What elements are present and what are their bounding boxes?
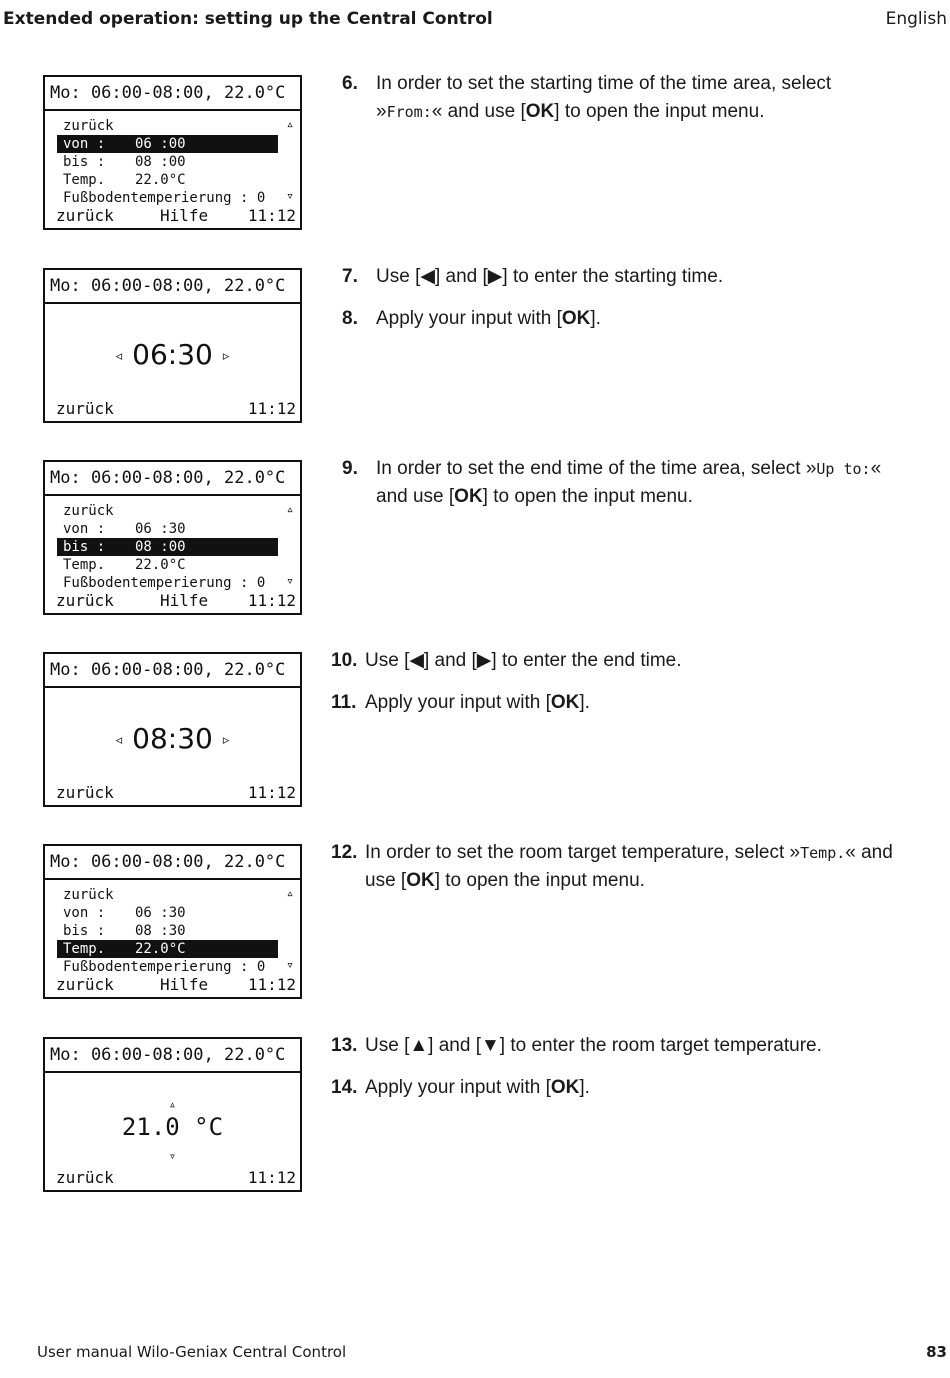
ok-key: OK: [561, 308, 591, 329]
right-triangle-icon: ▹: [222, 732, 230, 748]
step-text: Use [◀] and [▶] to enter the starting time.: [376, 266, 724, 287]
softkey-help: Hilfe: [160, 975, 209, 994]
menu-label: von :: [63, 521, 106, 537]
lcd-menu: [57, 886, 278, 976]
lcd-menu: [57, 502, 278, 592]
lcd-value: [45, 722, 300, 755]
menu-value: 08 :00: [135, 154, 186, 170]
menu-item-back: zurück: [63, 118, 114, 134]
lcd-value: [45, 338, 300, 371]
lcd-title: Mo: 06:00-08:00, 22.0°C: [45, 846, 300, 880]
step-text: In order to set the room target temperature, select »Temp.« and use [OK] to open the input menu.: [365, 842, 893, 891]
step-number: 8.: [342, 308, 358, 329]
menu-label: Temp.: [63, 557, 106, 573]
softkey-help: Hilfe: [160, 206, 209, 225]
lcd-title: Mo: 06:00-08:00, 22.0°C: [45, 1039, 300, 1073]
lcd-title: Mo: 06:00-08:00, 22.0°C: [45, 654, 300, 688]
menu-item-floor: Fußbodentemperierung : 0: [63, 575, 266, 591]
ok-key: OK: [454, 486, 483, 507]
scroll-down-icon: ▿: [286, 958, 294, 973]
left-triangle-icon: ◃: [115, 348, 123, 364]
menu-value: 22.0°C: [135, 172, 186, 188]
lcd-input-start-time: [43, 268, 302, 423]
step-14: [331, 1074, 901, 1102]
step-text: Use [◀] and [▶] to enter the end time.: [365, 650, 682, 671]
lcd-title: Mo: 06:00-08:00, 22.0°C: [45, 77, 300, 111]
temp-value-row: [45, 1113, 300, 1141]
step-10: [331, 647, 901, 675]
scroll-up-icon: ▵: [286, 117, 294, 132]
menu-value: 06 :30: [135, 521, 186, 537]
ok-key: OK: [406, 870, 435, 891]
step-text: In order to set the end time of the time area, select »Up to:« and use [OK] to open the input menu.: [376, 458, 882, 507]
step-7: [342, 263, 902, 291]
header-title: Extended operation: setting up the Central Control: [3, 9, 493, 29]
softkey-help: Hilfe: [160, 591, 209, 610]
menu-item-bis: [57, 153, 278, 171]
lcd-menu: [57, 117, 278, 207]
step-8: [342, 305, 902, 333]
menu-item-temp: [57, 171, 278, 189]
page-number: 83: [926, 1343, 947, 1361]
menu-item-bis: [57, 922, 278, 940]
softkey-back: zurück: [56, 1168, 114, 1187]
lcd-clock: 11:12: [247, 783, 296, 802]
down-triangle-icon: ▿: [168, 1149, 177, 1163]
step-9: [342, 455, 902, 511]
step-number: 9.: [342, 458, 358, 479]
time-value: 06:30: [132, 338, 213, 371]
temp-down-arrow: [45, 1145, 300, 1164]
lcd-softkeys: [56, 975, 296, 995]
temperature-value: 21.0 °C: [121, 1113, 224, 1141]
menu-label: von :: [63, 136, 106, 152]
up-triangle-icon: ▵: [168, 1097, 177, 1111]
softkey-back: zurück: [56, 399, 114, 418]
softkey-back: zurück: [56, 591, 114, 610]
ok-key: OK: [550, 692, 580, 713]
ok-key: OK: [525, 101, 555, 122]
softkey-back: zurück: [56, 783, 114, 802]
step-12: [331, 839, 901, 895]
softkey-back: zurück: [56, 206, 114, 225]
step-text: Apply your input with [OK].: [376, 308, 601, 329]
ok-key: OK: [550, 1077, 580, 1098]
menu-label: Temp.: [63, 172, 106, 188]
softkey-back: zurück: [56, 975, 114, 994]
menu-label: bis :: [63, 154, 106, 170]
footer-manual-title: User manual Wilo-Geniax Central Control: [37, 1343, 347, 1361]
lcd-input-end-time: [43, 652, 302, 807]
menu-item-bis: [57, 538, 278, 556]
menu-label: von :: [63, 905, 106, 921]
menu-item-temp: [57, 940, 278, 958]
scroll-down-icon: ▿: [286, 574, 294, 589]
step-number: 10.: [331, 650, 358, 671]
menu-value: 22.0°C: [135, 557, 186, 573]
lcd-softkeys: [56, 1168, 296, 1188]
menu-item-floor: Fußbodentemperierung : 0: [63, 959, 266, 975]
step-text: Apply your input with [OK].: [365, 1077, 590, 1098]
menu-item-von: [57, 520, 278, 538]
lcd-title: Mo: 06:00-08:00, 22.0°C: [45, 462, 300, 496]
menu-item-floor: Fußbodentemperierung : 0: [63, 190, 266, 206]
temp-up-arrow: [45, 1093, 300, 1112]
menu-value: 08 :30: [135, 923, 186, 939]
lcd-softkeys: [56, 591, 296, 611]
menu-label: Temp.: [63, 941, 106, 957]
menu-value: 06 :00: [135, 136, 186, 152]
lcd-softkeys: [56, 206, 296, 226]
left-triangle-icon: ◃: [115, 732, 123, 748]
step-number: 14.: [331, 1077, 358, 1098]
lcd-clock: 11:12: [247, 975, 296, 994]
step-text: Apply your input with [OK].: [365, 692, 590, 713]
code-text: Temp.: [800, 844, 846, 862]
step-number: 11.: [331, 692, 357, 713]
menu-value: 08 :00: [135, 539, 186, 555]
lcd-clock: 11:12: [247, 206, 296, 225]
step-text: In order to set the starting time of the time area, select »From:« and use [OK] to open the input menu.: [376, 73, 832, 122]
scroll-down-icon: ▿: [286, 189, 294, 204]
menu-item-back: zurück: [63, 887, 114, 903]
code-text: Up to:: [816, 460, 871, 478]
lcd-menu-screen-von: [43, 75, 302, 230]
step-11: [331, 689, 901, 717]
lcd-clock: 11:12: [247, 399, 296, 418]
menu-item-von: [57, 135, 278, 153]
menu-item-temp: [57, 556, 278, 574]
menu-item-back: zurück: [63, 503, 114, 519]
header-language: English: [885, 9, 947, 29]
scroll-up-icon: ▵: [286, 502, 294, 517]
menu-label: bis :: [63, 923, 106, 939]
lcd-softkeys: [56, 399, 296, 419]
step-text: Use [▲] and [▼] to enter the room target temperature.: [365, 1035, 822, 1056]
menu-label: bis :: [63, 539, 106, 555]
right-triangle-icon: ▹: [222, 348, 230, 364]
menu-value: 06 :30: [135, 905, 186, 921]
step-number: 7.: [342, 266, 358, 287]
lcd-title: Mo: 06:00-08:00, 22.0°C: [45, 270, 300, 304]
lcd-input-temperature: [43, 1037, 302, 1192]
step-13: [331, 1032, 931, 1060]
lcd-clock: 11:12: [247, 591, 296, 610]
code-text: From:: [386, 103, 432, 121]
time-value: 08:30: [132, 722, 213, 755]
lcd-softkeys: [56, 783, 296, 803]
step-number: 13.: [331, 1035, 358, 1056]
menu-value: 22.0°C: [135, 941, 186, 957]
lcd-clock: 11:12: [247, 1168, 296, 1187]
lcd-menu-screen-temp: [43, 844, 302, 999]
lcd-menu-screen-bis: [43, 460, 302, 615]
step-number: 6.: [342, 73, 358, 94]
step-6: [342, 70, 902, 126]
menu-item-von: [57, 904, 278, 922]
step-number: 12.: [331, 842, 358, 863]
scroll-up-icon: ▵: [286, 886, 294, 901]
